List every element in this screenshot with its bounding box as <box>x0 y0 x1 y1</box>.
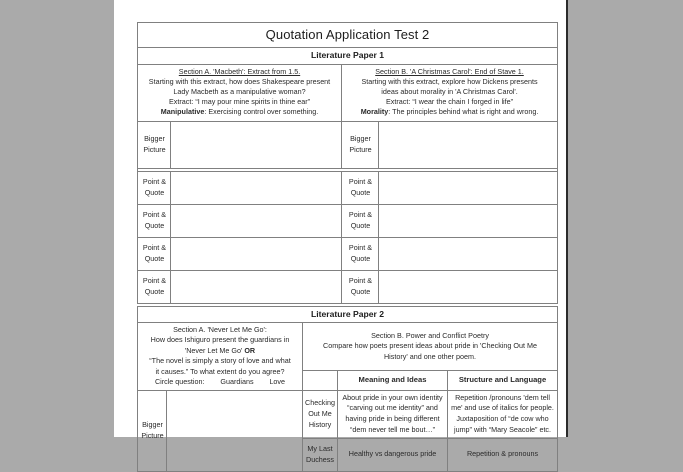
paper1-section-b-extract: Extract: “I wear the chain I forged in life” <box>386 97 514 107</box>
paper1-section-b-line2: ideas about morality in 'A Christmas Carol'. <box>381 86 518 96</box>
worksheet-body <box>137 22 557 472</box>
paper2-section-a-line4: it causes.” To what extent do you agree? <box>155 366 285 376</box>
paper1-section-b <box>342 64 558 121</box>
circle-option-guardians[interactable]: Guardians <box>220 377 254 387</box>
circle-option-love[interactable]: Love <box>269 377 286 387</box>
circle-question-label: Circle question: <box>154 377 205 387</box>
table-row <box>138 237 558 270</box>
paper1-section-a-keyword <box>141 107 338 117</box>
answer-cell[interactable] <box>171 171 342 204</box>
paper2-section-b <box>303 322 558 370</box>
paper1-section-a-line2: Lady Macbeth as a manipulative woman? <box>173 86 306 96</box>
paper1-heading: Literature Paper 1 <box>138 48 558 64</box>
answer-cell[interactable] <box>379 270 558 303</box>
poem-name: My Last Duchess <box>303 438 338 471</box>
document-title-row <box>138 23 558 48</box>
table-row <box>138 270 558 303</box>
poem-meaning-note[interactable]: About pride in your own identity “carving out me identity” and having pride in being different “dem never tell me bout…” <box>338 390 448 438</box>
paper1-section-b-key-def: : The principles behind what is right and wrong. <box>388 107 539 117</box>
paper2-section-a-line2 <box>141 346 299 356</box>
column-header-poem <box>303 370 338 390</box>
table-row <box>138 204 558 237</box>
answer-cell[interactable] <box>171 204 342 237</box>
answer-cell[interactable] <box>379 121 558 168</box>
paper2-section-a-line1: How does Ishiguro present the guardians in <box>150 335 290 345</box>
paper2-section-a-or: OR <box>244 345 256 355</box>
paper1-section-a-key-def: : Exercising control over something. <box>204 107 319 117</box>
paper1-heading-row <box>138 48 558 64</box>
paper2-section-a-line2-text: 'Never Let Me Go' <box>184 345 245 355</box>
row-label: Point & Quote <box>342 171 379 204</box>
row-label: Point & Quote <box>138 171 171 204</box>
paper2-section-b-line1: Compare how poets present ideas about pride in 'Checking Out Me <box>323 341 537 351</box>
circle-question-row <box>141 377 299 387</box>
answer-cell[interactable] <box>171 237 342 270</box>
row-label: Point & Quote <box>342 270 379 303</box>
paper2-heading: Literature Paper 2 <box>138 306 558 322</box>
paper1-section-a-key-term: Manipulative <box>160 107 205 117</box>
table-row <box>138 121 558 168</box>
paper1-section-a <box>138 64 342 121</box>
column-header-meaning: Meaning and Ideas <box>338 370 448 390</box>
paper1-section-b-keyword <box>345 107 554 117</box>
row-label: Point & Quote <box>342 204 379 237</box>
paper1-section-a-line1: Starting with this extract, how does Shakespeare present <box>148 76 331 86</box>
paper2-section-b-line2: History' and one other poem. <box>383 351 477 361</box>
document-page <box>114 0 568 464</box>
paper2-section-a <box>138 322 303 390</box>
row-label: Point & Quote <box>342 237 379 270</box>
column-header-structure: Structure and Language <box>448 370 558 390</box>
paper1-section-a-heading: Section A. 'Macbeth': Extract from 1.5. <box>178 66 301 76</box>
poem-structure-note[interactable]: Repetition /pronouns 'dem tell me' and use of italics for people. Juxtaposition of “de cow who jump” with “Mary Seacole” etc. <box>448 390 558 438</box>
answer-cell[interactable] <box>379 204 558 237</box>
poem-meaning-note[interactable]: Healthy vs dangerous pride <box>338 438 448 471</box>
page-title: Quotation Application Test 2 <box>138 23 558 48</box>
paper1-section-b-line1: Starting with this extract, explore how Dickens presents <box>361 76 538 86</box>
row-label: Point & Quote <box>138 237 171 270</box>
table-row <box>138 390 558 438</box>
row-label: Point & Quote <box>138 204 171 237</box>
answer-cell[interactable] <box>171 121 342 168</box>
row-label: Point & Quote <box>138 270 171 303</box>
poem-name: Checking Out Me History <box>303 390 338 438</box>
paper1-sections-row <box>138 64 558 121</box>
paper2-heading-row <box>138 306 558 322</box>
poem-structure-note[interactable]: Repetition & pronouns <box>448 438 558 471</box>
paper1-section-b-key-term: Morality <box>360 107 389 117</box>
row-label: Bigger Picture <box>342 121 379 168</box>
answer-cell[interactable] <box>379 237 558 270</box>
paper2-section-b-heading: Section B. Power and Conflict Poetry <box>371 330 489 340</box>
table-row <box>138 171 558 204</box>
answer-cell[interactable] <box>171 270 342 303</box>
paper2-section-a-line3: “The novel is simply a story of love and what <box>149 356 291 366</box>
paper2-table <box>137 306 558 472</box>
paper2-bigger-picture-cell[interactable] <box>167 390 303 471</box>
row-label: Bigger Picture <box>138 121 171 168</box>
paper1-table <box>137 22 558 304</box>
paper1-section-a-extract: Extract: “I may pour mine spirits in thine ear” <box>168 97 310 107</box>
paper1-section-b-heading: Section B. 'A Christmas Carol': End of Stave 1. <box>375 66 524 76</box>
paper2-section-a-heading: Section A. 'Never Let Me Go': <box>173 324 267 334</box>
answer-cell[interactable] <box>379 171 558 204</box>
paper2-bigger-picture-label: Bigger Picture <box>138 390 167 471</box>
paper2-top-row <box>138 322 558 370</box>
